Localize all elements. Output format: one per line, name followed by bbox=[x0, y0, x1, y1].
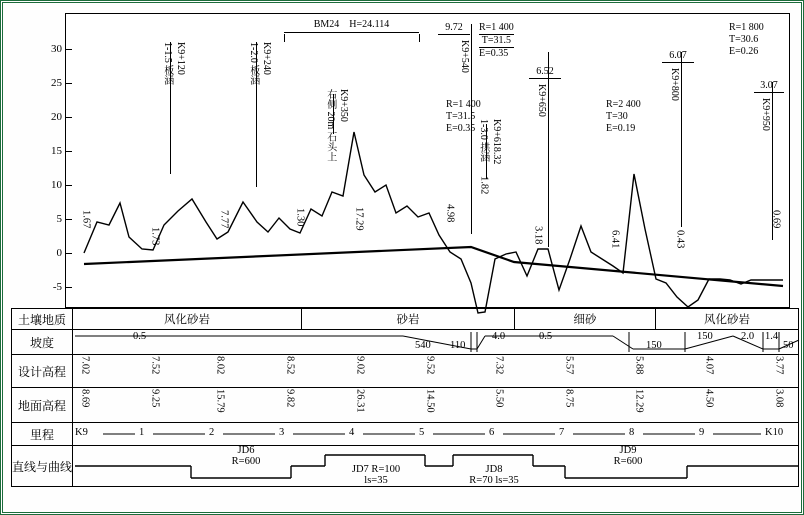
annotation-bm-note-line2: K9+350 bbox=[337, 89, 349, 122]
annotation-culvert-3-station bbox=[490, 119, 502, 164]
leader-line-curve-6 bbox=[681, 52, 682, 227]
alignment-jd7 bbox=[325, 464, 427, 486]
slope-value-2.0: 2.0 bbox=[741, 331, 755, 342]
chainage-5: 5 bbox=[419, 427, 425, 438]
point-label-6.41: 6.41 bbox=[609, 230, 621, 249]
alignment-diagram bbox=[73, 446, 798, 486]
slope-value-4.0: 4.0 bbox=[492, 331, 506, 342]
annotation-curve-7-r: R=1 800 bbox=[729, 22, 764, 33]
point-label-1.82: 1.82 bbox=[478, 176, 490, 195]
row-label-ground-elev: 地面高程 bbox=[12, 388, 73, 423]
annotation-culvert-2-line2: K9+240 bbox=[260, 42, 272, 75]
point-label-3.18: 3.18 bbox=[532, 226, 544, 245]
y-tick-5: 5 bbox=[56, 213, 62, 225]
y-tick-0: 0 bbox=[56, 247, 62, 259]
annotation-bm-note-line1: 右侧 20m 石头上 bbox=[324, 89, 336, 162]
ground-elev-4: 26.31 bbox=[354, 389, 366, 413]
annotation-curve-2-e: E=0.35 bbox=[479, 47, 509, 59]
point-label-4.98: 4.98 bbox=[444, 204, 456, 223]
design-elev-6: 7.32 bbox=[493, 356, 505, 375]
leader-line-curve-4 bbox=[548, 52, 549, 247]
annotation-culvert-1-line1: 1-1.5 板涵 bbox=[161, 42, 173, 86]
annotation-culvert-1-station bbox=[174, 42, 186, 75]
ground-elev-6: 5.50 bbox=[493, 389, 505, 408]
annotation-curve-2-r: R=1 400 bbox=[479, 22, 514, 33]
alignment-jd9-label: JD9 bbox=[619, 445, 637, 456]
row-label-chainage bbox=[12, 423, 73, 446]
annotation-curve-7-t: T=30.6 bbox=[729, 33, 759, 45]
y-tick-20: 20 bbox=[51, 111, 62, 123]
row-label-slope: 坡度 bbox=[12, 330, 73, 355]
annotation-curve-7 bbox=[729, 22, 764, 57]
annotation-culvert-2 bbox=[247, 42, 259, 85]
annotation-culvert-2-line1: 1-2.0 板涵 bbox=[247, 42, 259, 86]
design-elev-3: 8.52 bbox=[284, 356, 296, 375]
soil-cell-1: 风化砂岩 bbox=[73, 309, 302, 330]
annotation-curve-4-station: K9+650 bbox=[535, 84, 547, 117]
slope-value-540: 540 bbox=[415, 340, 431, 351]
table-row-soil bbox=[12, 309, 799, 330]
point-label-17.29: 17.29 bbox=[353, 207, 365, 231]
annotation-benchmark-height: H=24.114 bbox=[349, 19, 390, 30]
profile-data-table bbox=[11, 308, 799, 487]
design-elev-4: 9.02 bbox=[354, 356, 366, 375]
slope-value-0.5-a: 0.5 bbox=[133, 331, 147, 342]
alignment-jd6-label: JD6 bbox=[237, 445, 255, 456]
annotation-curve-2 bbox=[479, 22, 514, 59]
alignment-jd9-sub: R=600 bbox=[613, 456, 643, 467]
design-elev-5: 9.52 bbox=[424, 356, 436, 375]
annotation-curve-3-r: R=1 400 bbox=[446, 99, 481, 110]
annotation-bm-note bbox=[324, 89, 336, 162]
annotation-curve-6-station: K9+800 bbox=[668, 68, 680, 101]
chainage-7: 7 bbox=[559, 427, 565, 438]
chainage-4: 4 bbox=[349, 427, 355, 438]
row-label-alignment bbox=[12, 446, 73, 487]
row-label-design-elev: 设计高程 bbox=[12, 355, 73, 388]
annotation-curve-1-value: 9.72 bbox=[438, 22, 470, 35]
alignment-jd8 bbox=[451, 464, 537, 486]
design-elev-2: 8.02 bbox=[214, 356, 226, 375]
ground-elev-0: 8.69 bbox=[79, 389, 91, 408]
ground-elev-10: 3.08 bbox=[773, 389, 785, 408]
y-tick-10: 10 bbox=[51, 179, 62, 191]
slope-value-110: 110 bbox=[450, 340, 466, 351]
chainage-start: K9 bbox=[75, 427, 88, 438]
annotation-curve-8-value: 3.07 bbox=[754, 80, 784, 93]
y-tick-30: 30 bbox=[51, 43, 62, 55]
slope-value-1.4: 1.4 bbox=[765, 331, 779, 342]
table-row-ground-elev bbox=[12, 388, 799, 423]
slope-value-0.5-b: 0.5 bbox=[539, 331, 553, 342]
design-elev-10: 3.77 bbox=[773, 356, 785, 375]
annotation-curve-4-value: 6.52 bbox=[529, 66, 561, 79]
ground-line bbox=[84, 132, 783, 313]
alignment-jd9 bbox=[573, 445, 683, 467]
annotation-curve-5-r: R=2 400 bbox=[606, 99, 641, 110]
alignment-jd6-sub: R=600 bbox=[231, 456, 261, 467]
annotation-benchmark bbox=[284, 19, 419, 33]
point-label-0.69: 0.69 bbox=[770, 210, 782, 229]
chainage-3: 3 bbox=[279, 427, 285, 438]
annotation-benchmark-label: BM24 bbox=[313, 19, 340, 30]
table-row-alignment bbox=[12, 446, 799, 487]
chainage-label: 里程 bbox=[30, 427, 55, 442]
annotation-bm-note-station bbox=[337, 89, 349, 122]
alignment-jd8-label: JD8 bbox=[485, 464, 503, 475]
ground-elev-3: 9.82 bbox=[284, 389, 296, 408]
chainage-9: 9 bbox=[699, 427, 705, 438]
point-label-0.43: 0.43 bbox=[674, 230, 686, 249]
leader-line-curve-8 bbox=[772, 82, 773, 240]
point-label-1.73: 1.73 bbox=[149, 227, 161, 246]
table-row-chainage bbox=[12, 423, 799, 446]
annotation-curve-8-station: K9+950 bbox=[759, 98, 771, 131]
alignment-jd7-sub: ls=35 bbox=[364, 475, 388, 486]
ground-elev-9: 4.50 bbox=[703, 389, 715, 408]
annotation-curve-5-t: T=30 bbox=[606, 110, 628, 122]
table-row-design-elev bbox=[12, 355, 799, 388]
alignment-jd8-sub: R=70 ls=35 bbox=[469, 475, 519, 486]
design-line bbox=[84, 247, 783, 286]
annotation-curve-7-e: E=0.26 bbox=[729, 45, 759, 57]
annotation-curve-5-e: E=0.19 bbox=[606, 122, 636, 134]
annotation-culvert-3-line2: K9+618.32 bbox=[490, 119, 502, 165]
annotation-curve-6-value: 6.07 bbox=[662, 50, 694, 63]
chainage-8: 8 bbox=[629, 427, 635, 438]
slope-value-150-b: 150 bbox=[697, 331, 713, 342]
slope-value-150-a: 150 bbox=[646, 340, 662, 351]
slope-value-50: 50 bbox=[783, 340, 794, 351]
ground-elev-8: 12.29 bbox=[633, 389, 645, 413]
annotation-curve-3-t: T=31.5 bbox=[446, 110, 476, 122]
alignment-jd7-label: JD7 R=100 bbox=[351, 464, 401, 475]
design-elev-0: 7.02 bbox=[79, 356, 91, 375]
annotation-curve-5 bbox=[606, 99, 641, 134]
annotation-culvert-1-line2: K9+120 bbox=[174, 42, 186, 75]
ground-elev-1: 9.25 bbox=[149, 389, 161, 408]
soil-cell-3: 细砂 bbox=[515, 309, 656, 330]
design-elev-values bbox=[73, 355, 798, 387]
chainage-values bbox=[73, 423, 798, 445]
chainage-1: 1 bbox=[139, 427, 145, 438]
chainage-6: 6 bbox=[489, 427, 495, 438]
soil-cell-2: 砂岩 bbox=[302, 309, 515, 330]
design-elev-8: 5.88 bbox=[633, 356, 645, 375]
annotation-curve-3 bbox=[446, 99, 481, 134]
design-elev-9: 4.07 bbox=[703, 356, 715, 375]
bracket-left-benchmark bbox=[284, 34, 285, 42]
point-label-1.30: 1.30 bbox=[294, 208, 306, 227]
annotation-culvert-3-line1: 1-3.0 拱涵 bbox=[477, 119, 489, 163]
ground-elev-5: 14.50 bbox=[424, 389, 436, 413]
ground-elev-values bbox=[73, 388, 798, 422]
design-elev-7: 5.57 bbox=[563, 356, 575, 375]
row-label-soil: 土壤地质 bbox=[12, 309, 73, 330]
annotation-culvert-2-station bbox=[260, 42, 272, 75]
point-label-7.77: 7.77 bbox=[218, 210, 230, 229]
annotation-culvert-1 bbox=[161, 42, 173, 85]
y-tick-25: 25 bbox=[51, 77, 62, 89]
alignment-jd6 bbox=[201, 445, 291, 467]
annotation-curve-1-station: K9+540 bbox=[458, 40, 470, 73]
annotation-curve-3-e: E=0.35 bbox=[446, 122, 476, 134]
alignment-label: 直线与曲线 bbox=[12, 459, 73, 474]
table-row-slope bbox=[12, 330, 799, 355]
ground-elev-7: 8.75 bbox=[563, 389, 575, 408]
ground-elev-2: 15.79 bbox=[214, 389, 226, 413]
profile-plot bbox=[51, 13, 790, 308]
bracket-right-benchmark bbox=[419, 34, 420, 42]
soil-cell-4: 风化砂岩 bbox=[656, 309, 799, 330]
annotation-curve-2-t: T=31.5 bbox=[479, 35, 514, 48]
chainage-2: 2 bbox=[209, 427, 215, 438]
design-elev-1: 7.52 bbox=[149, 356, 161, 375]
chainage-end: K10 bbox=[765, 427, 784, 438]
slope-diagram bbox=[73, 330, 798, 354]
point-label-1.67: 1.67 bbox=[80, 210, 92, 229]
annotation-culvert-3 bbox=[477, 119, 489, 162]
y-tick-15: 15 bbox=[51, 145, 62, 157]
y-tick-neg5: -5 bbox=[52, 281, 62, 293]
